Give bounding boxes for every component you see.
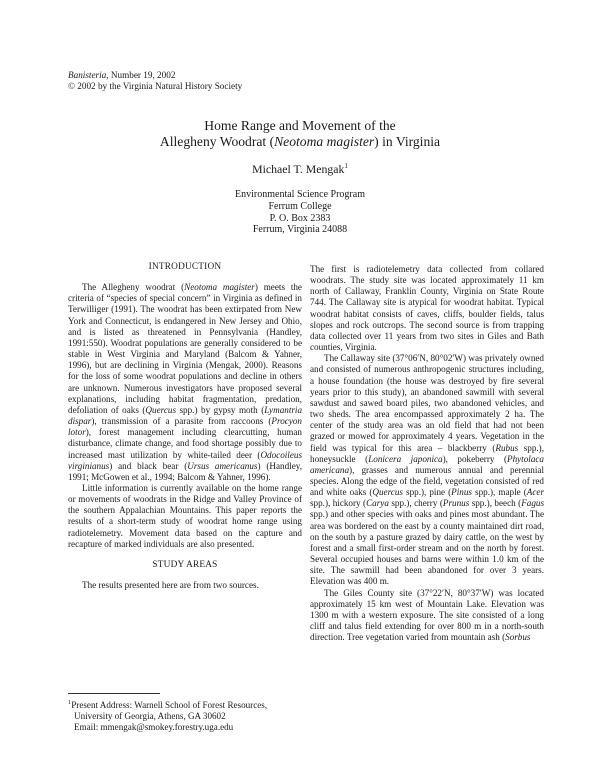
footnote: [68, 693, 302, 734]
right-column: [310, 264, 544, 643]
callaway-site-paragraph: The Callaway site (37°06′N, 80°02′W) was privately owned and consisted of numerous anthropogenic structures including, a house foundation (the house was destroyed by fire several years prior to this study), an abandoned sawmill with several sawdust and sawed board piles, two abandoned vehicles, and two sheds. The area encompassed approximately 2 ha. The center of the study area was an old field that had not been grazed or mowed for approximately 4 years. Vegetation in the field was typical for this area – blackberry (Rubus spp.), honeysuckle (Lonicera japonica), pokeberry (Phytolaca americana), grasses and numerous annual and perennial species. Along the edge of the field, vegetation consisted of red and white oaks (Quercus spp.), pine (Pinus spp.), maple (Acer spp.), hickory (Carya spp.), cherry (Prunus spp.), beech (Fagus spp.) and other species with oaks and pines most abundant. The area was bordered on the east by a county maintained dirt road, on the south by a pasture grazed by dairy cattle, on the west by forest and a small first-order stream and on the north by forest. Several occupied houses and barns were within 1.0 km of the site. The sawmill had been abandoned for over 3 years. Elevation was 400 m.: [310, 353, 544, 587]
affiliation-line: Ferrum College: [268, 200, 332, 212]
affiliation-line: P. O. Box 2383: [269, 212, 331, 224]
title-species: Neotoma magister: [274, 134, 375, 149]
intro-paragraph-1: The Allegheny woodrat (Neotoma magister) meets the criteria of “species of special concern” in Virginia as defined in Terwilliger (1991). The woodrat has been extirpated from New York and Connecticut, is endangered in New Jersey and Ohio, and is listed as threatened in Pennsylvania (Handley, 1991:550). Woodrat populations are generally considered to be stable in West Virginia and Maryland (Balcom & Yahner, 1996), but are declining in Virginia (Mengak, 2000). Reasons for the loss of some woodrat populations and decline in others are unknown. Numerous investigators have proposed several explanations, including habitat fragmentation, predation, defoliation of oaks (Quercus spp.) by gypsy moth (Lymantria dispar), transmission of a parasite from raccoons (Procyon lotor), forest management including clearcutting, human disturbance, climate change, and food shortage possibly due to increased mast utilization by white-tailed deer (Odocoileus virginianus) and black bear (Ursus americanus) (Handley, 1991; McGowen et al., 1994; Balcom & Yahner, 1996).: [68, 282, 303, 482]
journal-citation: [68, 70, 242, 92]
journal-number: , Number 19, 2002: [106, 70, 176, 80]
title-line-1: Home Range and Movement of the: [204, 118, 396, 133]
affiliation-line: Environmental Science Program: [235, 189, 365, 200]
author-name: [0, 162, 600, 177]
journal-copyright: © 2002 by the Virginia Natural History Society: [68, 81, 243, 91]
study-areas-heading: STUDY AREAS: [152, 559, 218, 570]
footnote-line-1: $^1$Present Address: Warnell School of Forest Resources,: [68, 699, 268, 710]
title-text-end: ) in Virginia: [374, 134, 441, 149]
journal-name: Banisteria: [68, 70, 107, 80]
study-areas-paragraph-1-cont: The first is radiotelemetry data collected from collared woodrats. The study site was located approximately 11 km north of Callaway, Franklin County, Virginia on State Route 744. The Callaway site is atypical for woodrat habitat. Typical woodrat habitat consists of caves, cliffs, boulder fields, talus slopes and rock outcrops. The second source is from trapping data collected over 11 years from two sites in Giles and Bath counties, Virginia.: [310, 264, 544, 353]
journal-issue-line: [68, 70, 242, 81]
footnote-line-2: University of Georgia, Athens, GA 30602: [74, 711, 226, 722]
introduction-heading: INTRODUCTION: [148, 262, 222, 272]
article-title: [0, 118, 600, 150]
study-areas-paragraph-1: The results presented here are from two sources.: [82, 580, 259, 591]
intro-paragraph-2: Little information is currently available on the home range or movements of woodrats in the Ridge and Valley Province of the southern Appalachian Mountains. This paper reports the results of a short-term study of woodrat home range using radiotelemetry. Movement data based on the capture and recapture of marked individuals are also presented.: [68, 482, 302, 549]
footnote-email: Email: mmengak@smokey.forestry.uga.edu: [74, 722, 234, 733]
left-column: [68, 262, 302, 591]
footnote-mark: 1: [68, 699, 72, 706]
title-text: Allegheny Woodrat (: [159, 134, 275, 149]
author-footnote-mark: 1: [344, 162, 348, 170]
author-affiliation: [0, 189, 600, 236]
affiliation-line: Ferrum, Virginia 24088: [252, 224, 348, 236]
title-line-2: [0, 134, 600, 150]
author-text: Michael T. Mengak: [252, 162, 345, 176]
giles-site-paragraph: The Giles County site (37°22′N, 80°37′W) was located approximately 15 km west of Mountain Lake. Elevation was 1300 m with a western exposure. The site consisted of a long cliff and talus field extending for over 800 m in a north-south direction. Tree vegetation varied from mountain ash (Sorbus: [310, 587, 544, 643]
footnote-rule: [68, 693, 160, 694]
